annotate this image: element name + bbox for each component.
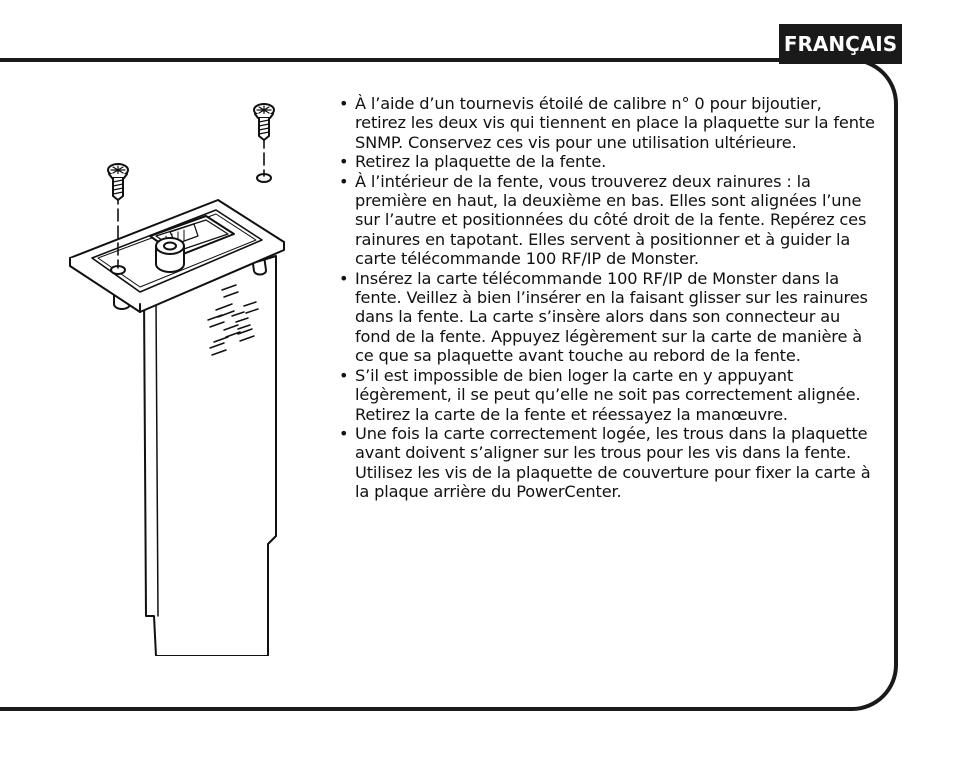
snmp-card-installation-drawing-icon xyxy=(48,96,338,656)
instruction-item: • S’il est impossible de bien loger la carte en y appuyant légèrement, il se peut qu’elle ne soit pas correctement alignée. Retirez la carte de la fente et réessayez la manœuvre. xyxy=(339,366,877,424)
instruction-list xyxy=(339,94,877,502)
instruction-item: • Une fois la carte correctement logée, les trous dans la plaquette avant doivent s’aligner sur les trous pour les vis dans la fente. Utilisez les vis de la plaquette de couverture pour fixer la carte à la plaque arrière du PowerCenter. xyxy=(339,424,877,502)
instruction-item: • Retirez la plaquette de la fente. xyxy=(339,152,877,171)
instruction-item: • À l’aide d’un tournevis étoilé de calibre n° 0 pour bijoutier, retirez les deux vis qui tiennent en place la plaquette sur la fente SNMP. Conservez ces vis pour une utilisation ultérieure. xyxy=(339,94,877,152)
language-tab: FRANÇAIS xyxy=(779,24,902,64)
instruction-item: • À l’intérieur de la fente, vous trouverez deux rainures : la première en haut, la deuxième en bas. Elles sont alignées l’une sur l’autre et positionnées du côté droit de la fente. Repérez ces rainures en tapotant. Elles servent à positionner et à guider la carte télécommande 100 RF/IP de Monster. xyxy=(339,172,877,269)
instruction-item: • Insérez la carte télécommande 100 RF/IP de Monster dans la fente. Veillez à bien l’insérer en la faisant glisser sur les rainures dans la fente. La carte s’insère alors dans son connecteur au fond de la fente. Appuyez légèrement sur la carte de manière à ce que sa plaquette avant touche au rebord de la fente. xyxy=(339,269,877,366)
